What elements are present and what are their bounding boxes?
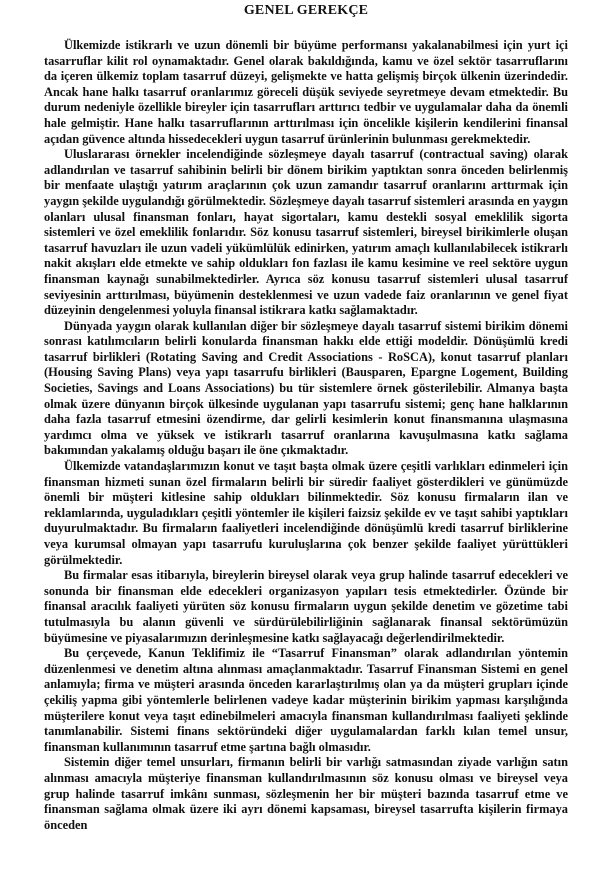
paragraph-6: Bu çerçevede, Kanun Teklifimiz ile “Tasarruf Finansman” olarak adlandırılan yöntemin düzenlenmesi ve denetim altına alınması amaçlanmaktadır. Tasarruf Finansman Sistemi en genel anlamıyla; firma ve müşteri arasında önceden kararlaştırılmış olan ya da müşteri grupları içinde çekiliş yapma gibi yöntemlerle belirlenen vadeye kadar müşterinin birikim yapması karşılığında müşterilere konut veya taşıt edinebilmeleri amacıyla finansman kullandırılması faaliyeti şeklinde tanımlanabilir. Sistemi finans sektöründeki diğer uygulamalardan farklı kılan temel unsur, finansman kullanımının tasarruf etme şartına bağlı olmasıdır. <box>44 646 568 754</box>
paragraph-5: Bu firmalar esas itibarıyla, bireylerin bireysel olarak veya grup halinde tasarruf edecekleri ve sonunda bir finansman elde edecekleri organizasyon yapıları tesis etmektedirler. Özünde bir finansal aracılık faaliyeti yürüten söz konusu firmaların uygun şekilde denetim ve gözetime tabi tutulmasıyla bu alanın güvenli ve sürdürülebilirliğinin sağlanarak finansal sektörümüzün büyümesine ve piyasalarımızın derinleşmesine katkı sağlayacağı değerlendirilmektedir. <box>44 568 568 645</box>
paragraph-3: Dünyada yaygın olarak kullanılan diğer bir sözleşmeye dayalı tasarruf sistemi birikim dönemi sonrası katılımcıların belirli konularda finansman hakkı elde ettiği modeldir. Dönüşümlü kredi tasarruf birlikleri (Rotating Saving and Credit Associations - RoSCA), konut tasarruf planları (Housing Saving Plans) veya yapı tasarrufu birlikleri (Bausparen, Epargne Logement, Building Societies, Savings and Loans Associations) bu tür sistemlere örnek gösterilebilir. Almanya başta olmak üzere dünyanın birçok ülkesinde uygulanan yapı tasarrufu sistemi; genç hane halklarının daha fazla tasarruf etmesini özendirme, dar gelirli kesimlerin konut finansmanına ulaşmasına yardımcı olma ve yüksek ve istikrarlı tasarruf oranlarına kavuşulmasına katkı sağlama bakımından yakalamış olduğu başarı ile öne çıkmaktadır. <box>44 318 568 458</box>
paragraph-7: Sistemin diğer temel unsurları, firmanın belirli bir varlığı satmasından ziyade varlığın satın alınması amacıyla müşteriye finansman kullandırılmasının söz konusu olması ve bireysel veya grup halinde tasarruf imkânı sunması, sözleşmenin her bir müşteri bazında tasarruf etme ve finansman sağlama olmak üzere iki ayrı dönemi kapsaması, bireysel tasarrufta kişilerin firmaya önceden <box>44 755 568 832</box>
paragraph-1: Ülkemizde istikrarlı ve uzun dönemli bir büyüme performansı yakalanabilmesi için yurt içi tasarruflar kilit rol oynamaktadır. Genel olarak bakıldığında, kamu ve özel sektör tasarruflarını da içeren ülkemiz toplam tasarruf düzeyi, gelişmekte ve hatta gelişmiş birçok ülkenin üzerindedir. Ancak hane halkı tasarruf oranlarımız göreceli düşük seviyede seyretmeye devam etmektedir. Bu durum nedeniyle özellikle bireyler için tasarrufları arttırıcı tedbir ve uygulamalar daha da önemli hale gelmiştir. Hane halkı tasarruflarının arttırılması için öncelikle kişilerin kendilerini finansal açıdan güvence altında hissedecekleri uygun tasarruf ürünlerinin bulunması gerekmektedir. <box>44 38 568 146</box>
document-title: GENEL GEREKÇE <box>243 3 369 18</box>
paragraph-4: Ülkemizde vatandaşlarımızın konut ve taşıt başta olmak üzere çeşitli varlıkları edinmeleri için finansman hizmeti sunan özel firmaların belirli bir süredir faaliyet gösterdikleri ve günümüzde önemli bir müşteri kitlesine sahip oldukları bilinmektedir. Söz konusu firmaların ilan ve reklamlarında, uyguladıkları çeşitli yöntemler ile kişileri faizsiz şekilde ev ve taşıt sahibi yaptıkları duyurulmaktadır. Bu firmaların faaliyetleri incelendiğinde dönüşümlü kredi tasarruf birliklerine veya kurumsal olmayan yapı tasarrufu kuruluşlarına çok benzer şekilde faaliyet yürüttükleri görülmektedir. <box>44 459 568 567</box>
paragraph-2: Uluslararası örnekler incelendiğinde sözleşmeye dayalı tasarruf (contractual saving) olarak adlandırılan ve tasarruf sahibinin belirli bir dönem birikim yaptıktan sonra önceden belirlenmiş bir menfaate ulaştığı yatırım araçlarının çok uzun zamandır tasarruf oranlarını arttırmak için yaygın şekilde uygulandığı görülmektedir. Sözleşmeye dayalı tasarruf sistemleri arasında en yaygın olanları ulusal finansman fonları, hayat sigortaları, kamu destekli sosyal emeklilik sigorta sistemleri ve özel emeklilik fonlarıdır. Söz konusu tasarruf sistemleri, bireysel birikimlerle oluşan tasarruf havuzları ile uzun vadeli yükümlülük edinirken, yatırım amaçlı kullanılabilecek istikrarlı nakit akışları elde etmekte ve sahip oldukları fon fazlası ile kamu kesimine ve reel sektöre uygun finansman kaynağı sunabilmektedirler. Ayrıca söz konusu tasarruf sistemleri ulusal tasarruf seviyesinin arttırılması, büyümenin desteklenmesi ve uzun vadede faiz oranlarının ve genel fiyat düzeyinin dengelenmesi yoluyla finansal istikrara katkı sağlamaktadır. <box>44 147 568 318</box>
